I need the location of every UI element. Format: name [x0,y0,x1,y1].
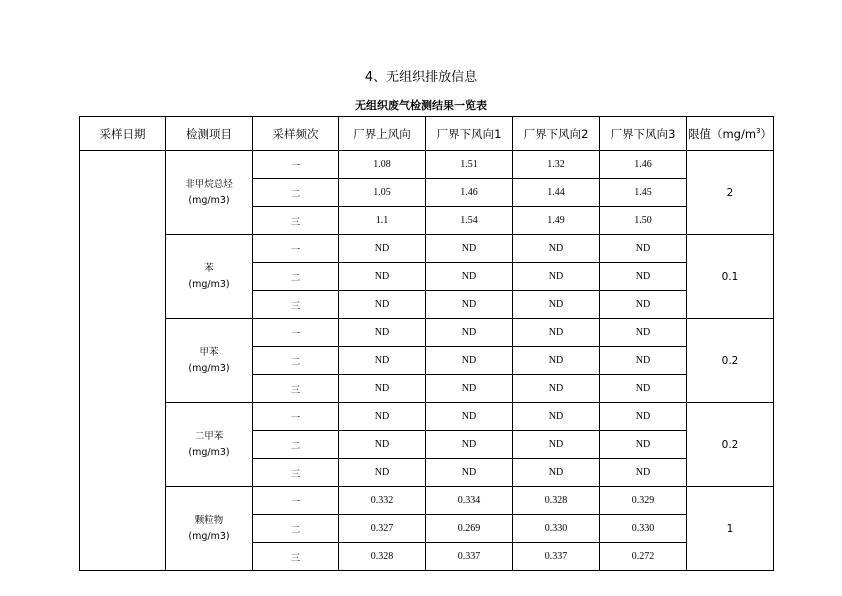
value-cell: 0.334 [426,487,513,515]
freq-cell: 一 [253,319,339,347]
results-table [79,116,774,571]
value-cell: 0.327 [339,515,426,543]
value-cell: 0.269 [426,515,513,543]
sampling-date-cell [80,151,166,571]
freq-cell: 三 [253,375,339,403]
value-cell: ND [339,291,426,319]
value-cell: 1.44 [513,179,600,207]
freq-cell: 二 [253,263,339,291]
value-cell: ND [339,235,426,263]
section-title: 4、无组织排放信息 [364,70,478,85]
table-row [80,487,774,515]
value-cell: ND [426,403,513,431]
value-cell: ND [513,263,600,291]
item-unit: (mg/m3) [188,278,230,290]
table-title: 无组织废气检测结果一览表 [355,99,487,112]
item-name: 甲苯 [199,346,219,358]
value-cell: ND [426,347,513,375]
freq-cell: 三 [253,207,339,235]
value-cell: 0.332 [339,487,426,515]
value-cell: 1.51 [426,151,513,179]
limit-cell: 0.1 [687,235,774,319]
value-cell: 1.54 [426,207,513,235]
value-cell: 0.272 [600,543,687,571]
header-item: 检测项目 [166,117,253,151]
header-downwind-1: 厂界下风向1 [426,117,513,151]
header-upwind: 厂界上风向 [339,117,426,151]
value-cell: ND [513,319,600,347]
freq-cell: 二 [253,431,339,459]
value-cell: ND [513,459,600,487]
item-cell [166,487,253,571]
value-cell: 1.50 [600,207,687,235]
value-cell: ND [426,459,513,487]
value-cell: ND [600,375,687,403]
table-row [80,235,774,263]
freq-cell: 一 [253,487,339,515]
value-cell: 1.08 [339,151,426,179]
item-unit: (mg/m3) [188,194,230,206]
value-cell: 0.328 [513,487,600,515]
item-cell [166,235,253,319]
item-name: 二甲苯 [194,430,224,442]
value-cell: ND [513,235,600,263]
freq-cell: 三 [253,543,339,571]
value-cell: ND [513,347,600,375]
header-downwind-3: 厂界下风向3 [600,117,687,151]
value-cell: ND [339,263,426,291]
value-cell: ND [339,375,426,403]
value-cell: ND [600,291,687,319]
limit-cell: 1 [687,487,774,571]
value-cell: ND [513,431,600,459]
value-cell: ND [426,235,513,263]
value-cell: ND [600,319,687,347]
header-limit-close: ） [760,126,773,141]
header-freq: 采样频次 [253,117,339,151]
item-name: 非甲烷总烃 [185,178,233,190]
value-cell: 1.1 [339,207,426,235]
value-cell: 0.328 [339,543,426,571]
value-cell: ND [339,319,426,347]
freq-cell: 一 [253,151,339,179]
value-cell: ND [339,459,426,487]
value-cell: ND [600,431,687,459]
value-cell: 1.49 [513,207,600,235]
value-cell: 0.330 [600,515,687,543]
value-cell: ND [600,459,687,487]
item-cell [166,151,253,235]
value-cell: ND [513,291,600,319]
value-cell: 1.32 [513,151,600,179]
value-cell: ND [339,347,426,375]
table-row [80,319,774,347]
value-cell: 0.329 [600,487,687,515]
header-limit-sup: 3 [756,126,761,135]
freq-cell: 二 [253,179,339,207]
freq-cell: 一 [253,235,339,263]
value-cell: ND [513,375,600,403]
value-cell: ND [513,403,600,431]
value-cell: 1.45 [600,179,687,207]
limit-cell: 2 [687,151,774,235]
item-name: 苯 [204,262,214,274]
header-limit [687,117,774,151]
item-unit: (mg/m3) [188,530,230,542]
freq-cell: 二 [253,347,339,375]
table-row [80,151,774,179]
value-cell: ND [426,319,513,347]
freq-cell: 二 [253,515,339,543]
value-cell: ND [339,431,426,459]
value-cell: ND [426,263,513,291]
value-cell: ND [426,291,513,319]
table-row [80,403,774,431]
table-body [80,151,774,571]
value-cell: 0.337 [426,543,513,571]
header-row [80,117,774,151]
value-cell: ND [426,375,513,403]
freq-cell: 三 [253,459,339,487]
value-cell: ND [600,403,687,431]
header-limit-text: 限值（mg/m [687,126,757,141]
value-cell: ND [600,235,687,263]
item-cell [166,403,253,487]
value-cell: 0.330 [513,515,600,543]
value-cell: ND [600,347,687,375]
value-cell: ND [339,403,426,431]
limit-cell: 0.2 [687,403,774,487]
value-cell: 0.337 [513,543,600,571]
header-downwind-2: 厂界下风向2 [513,117,600,151]
item-unit: (mg/m3) [188,446,230,458]
item-name: 颗粒物 [194,514,224,526]
freq-cell: 三 [253,291,339,319]
limit-cell: 0.2 [687,319,774,403]
value-cell: 1.46 [600,151,687,179]
value-cell: 1.05 [339,179,426,207]
header-date: 采样日期 [80,117,166,151]
item-unit: (mg/m3) [188,362,230,374]
item-cell [166,319,253,403]
value-cell: ND [426,431,513,459]
freq-cell: 一 [253,403,339,431]
value-cell: ND [600,263,687,291]
value-cell: 1.46 [426,179,513,207]
